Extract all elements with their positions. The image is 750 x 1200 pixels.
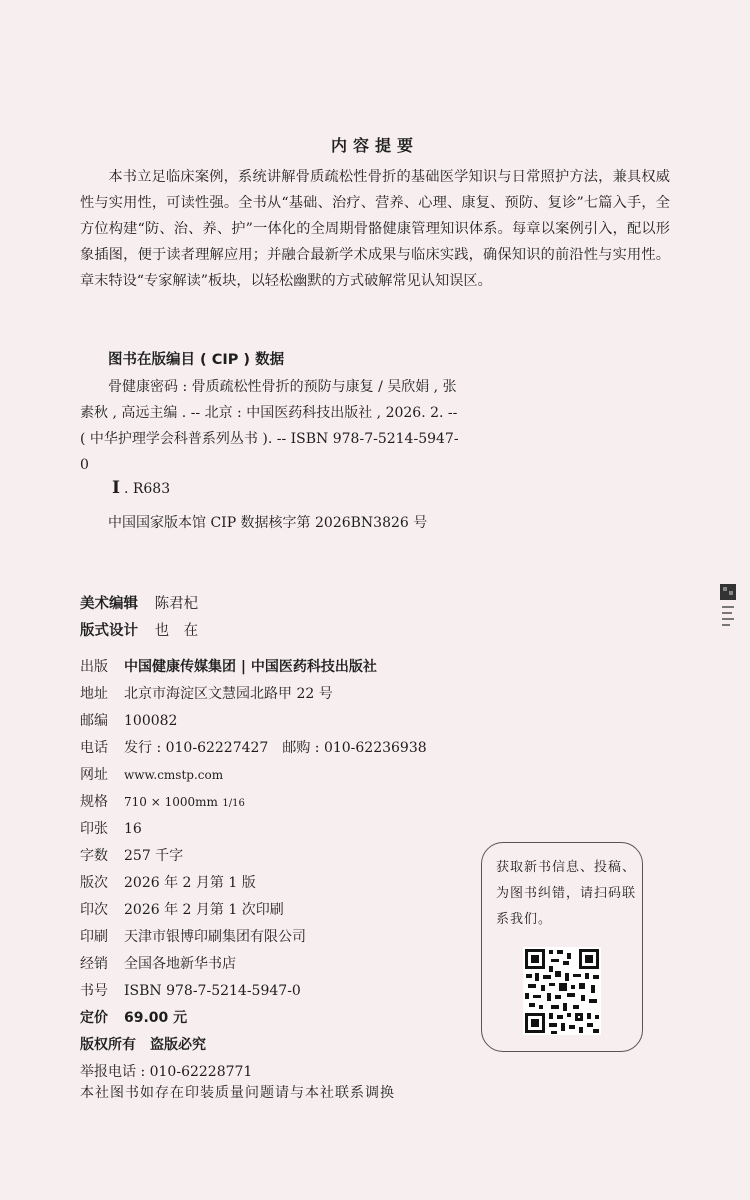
summary-body: 本书立足临床案例，系统讲解骨质疏松性骨折的基础医学知识与日常照护方法，兼具权威性与实用性，可读性强。全书从“基础、治疗、营养、心理、康复、预防、复诊”七篇入手，全方位构建“防、治、养、护”一体化的全周期骨骼健康管理知识体系。每章以案例引入，配以形象插图，便于读者理解应用；并融合最新学术成果与临床实践，确保知识的前沿性与实用性。章末特设“专家解读”板块，以轻松幽默的方式破解常见认知误区。 (80, 169, 670, 289)
info-row-printer (80, 926, 306, 946)
cip-verify-number: 中国国家版本馆 CIP 数据核字第 2026BN3826 号 (108, 515, 428, 531)
info-value: 257 千字 (124, 848, 184, 864)
info-value: 16 (124, 821, 142, 837)
info-value: 发行 : 010-62227427 邮购 : 010-62236938 (124, 740, 427, 756)
rights-notice: 版权所有 盗版必究 (80, 1037, 206, 1053)
credit-label: 美术编辑 (80, 596, 138, 612)
info-row-isbn (80, 980, 301, 1000)
cip-record: 骨健康密码 : 骨质疏松性骨折的预防与康复 / 吴欣娟 , 张素秋 , 高远主编 . -- 北京 : 中国医药科技出版社 , 2026. 2. -- ( 中华护理学会科普系列丛书 ). -- ISBN 978-7-5214-5947-0 (80, 379, 459, 473)
info-row-price (80, 1007, 187, 1027)
info-label: 电话 (80, 740, 108, 756)
info-value: 中国健康传媒集团 | 中国医药科技出版社 (124, 659, 377, 675)
credit-label: 版式设计 (80, 623, 138, 639)
info-label: 网址 (80, 767, 108, 783)
info-row-address (80, 683, 333, 703)
info-label: 经销 (80, 956, 108, 972)
info-value: 天津市银博印刷集团有限公司 (124, 929, 306, 945)
info-label: 规格 (80, 794, 108, 810)
info-label: 印刷 (80, 929, 108, 945)
info-row-phone (80, 737, 427, 757)
cip-class-code: . R683 (123, 481, 171, 497)
report-phone: 举报电话 : 010-62228771 (80, 1064, 253, 1080)
qr-code-icon[interactable] (523, 947, 601, 1035)
info-label: 印张 (80, 821, 108, 837)
qr-callout-text: 获取新书信息、投稿、为图书纠错，请扫码联系我们。 (496, 860, 637, 927)
info-value: 2026 年 2 月第 1 版 (124, 875, 256, 891)
info-label: 版次 (80, 875, 108, 891)
credit-value: 也 在 (154, 623, 199, 639)
info-row-words (80, 845, 183, 865)
info-label: 定价 (80, 1010, 108, 1026)
info-value: ISBN 978-7-5214-5947-0 (124, 983, 301, 999)
info-row-format (80, 791, 245, 811)
info-label: 字数 (80, 848, 108, 864)
info-value: 北京市海淀区文慧园北路甲 22 号 (124, 686, 333, 702)
credit-value: 陈君杞 (154, 596, 199, 612)
info-label: 邮编 (80, 713, 108, 729)
credit-row-layout (80, 619, 198, 640)
credit-row-art-editor (80, 592, 198, 613)
info-label: 地址 (80, 686, 108, 702)
cip-classification (112, 478, 170, 498)
info-row-publisher (80, 656, 377, 676)
info-value: 100082 (124, 713, 178, 729)
info-row-distributor (80, 953, 236, 973)
side-barcode-mark-icon (718, 582, 738, 630)
info-label: 书号 (80, 983, 108, 999)
info-value: www.cmstp.com (124, 768, 224, 782)
info-value: 69.00 元 (124, 1010, 188, 1026)
info-row-website (80, 764, 223, 784)
info-row-printing (80, 899, 284, 919)
info-row-postcode (80, 710, 177, 730)
format-fraction: 1/16 (222, 798, 245, 809)
info-row-edition (80, 872, 256, 892)
cip-heading: 图书在版编目 ( CIP ) 数据 (108, 352, 285, 368)
info-row-sheets (80, 818, 142, 838)
cip-class-roman: Ⅰ (112, 478, 120, 498)
footer-notice: 本社图书如存在印装质量问题请与本社联系调换 (80, 1085, 395, 1101)
summary-title: 内容提要 (330, 136, 419, 155)
info-label: 印次 (80, 902, 108, 918)
info-label: 出版 (80, 659, 108, 675)
info-value: 710 × 1000mm (124, 795, 218, 809)
info-value: 全国各地新华书店 (124, 956, 236, 972)
info-value: 2026 年 2 月第 1 次印刷 (124, 902, 284, 918)
